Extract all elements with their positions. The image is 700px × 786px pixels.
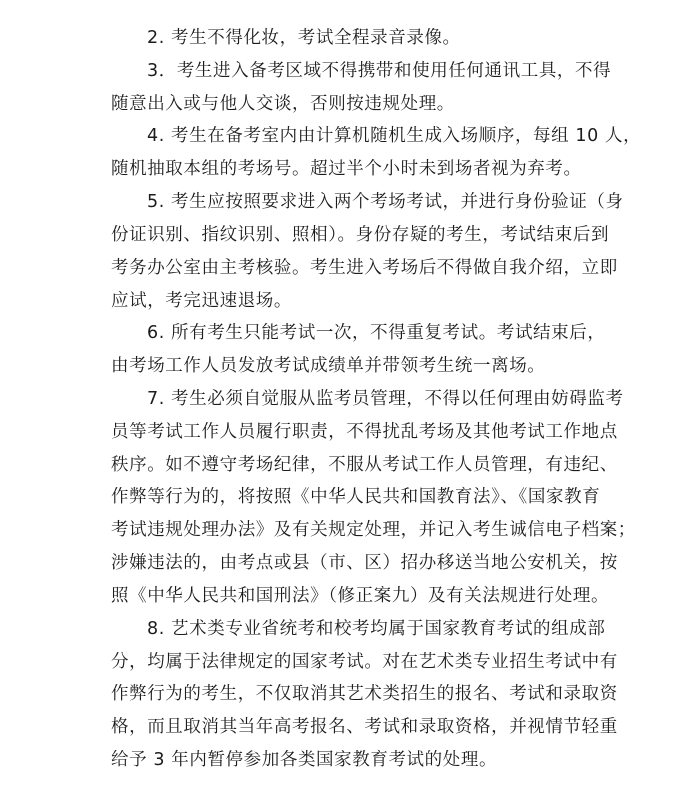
rule-5-line-3: 考务办公室由主考核验。考生进入考场后不得做自我介绍，立即 bbox=[111, 258, 618, 278]
rule-6-line-1: 6. 所有考生只能考试一次，不得重复考试。考试结束后， bbox=[147, 323, 606, 343]
rule-8-line-4: 格，而且取消其当年高考报名、考试和录取资格，并视情节轻重 bbox=[111, 717, 618, 737]
rule-7-line-4: 作弊等行为的，将按照《中华人民共和国教育法》、《国家教育 bbox=[111, 487, 601, 507]
rule-2-line-1: 2. 考生不得化妆，考试全程录音录像。 bbox=[147, 28, 461, 48]
rule-7-line-5: 考试违规处理办法》及有关规定处理，并记入考生诚信电子档案； bbox=[111, 520, 636, 540]
rule-5-line-1: 5. 考生应按照要求进入两个考场考试，并进行身份验证（身 bbox=[147, 192, 624, 212]
rule-3-line-1: 3．考生进入备考区域不得携带和使用任何通讯工具，不得 bbox=[147, 61, 612, 81]
rule-7-line-1: 7. 考生必须自觉服从监考员管理，不得以任何理由妨碍监考 bbox=[147, 389, 624, 409]
rule-8-line-2: 分，均属于法律规定的国家考试。对在艺术类专业招生考试中有 bbox=[111, 652, 618, 672]
rule-7-line-3: 秩序。如不遵守考场纪律，不服从考试工作人员管理，有违纪、 bbox=[111, 455, 618, 475]
rule-3-line-2: 随意出入或与他人交谈，否则按违规处理。 bbox=[111, 94, 455, 114]
rule-4-line-1: 4. 考生在备考室内由计算机随机生成入场顺序，每组 10 人， bbox=[147, 126, 642, 146]
rule-4-line-2: 随机抽取本组的考场号。超过半个小时未到场者视为弃考。 bbox=[111, 159, 582, 179]
rule-8-line-1: 8. 艺术类专业省统考和校考均属于国家教育考试的组成部 bbox=[147, 619, 606, 639]
rule-5-line-2: 份证识别、指纹识别、照相）。身份存疑的考生，考试结束后到 bbox=[111, 225, 610, 245]
rule-8-line-5: 给予 3 年内暂停参加各类国家教育考试的处理。 bbox=[111, 750, 498, 770]
rule-7-line-7: 照《中华人民共和国刑法》（修正案九）及有关法规进行处理。 bbox=[111, 586, 610, 606]
rule-8-line-3: 作弊行为的考生，不仅取消其艺术类招生的报名、考试和录取资 bbox=[111, 684, 618, 704]
rule-7-line-6: 涉嫌违法的，由考点或县（市、区）招办移送当地公安机关，按 bbox=[111, 553, 618, 573]
rule-6-line-2: 由考场工作人员发放考试成绩单并带领考生统一离场。 bbox=[111, 356, 546, 376]
rule-5-line-4: 应试，考完迅速退场。 bbox=[111, 291, 292, 311]
rule-7-line-2: 员等考试工作人员履行职责，不得扰乱考场及其他考试工作地点 bbox=[111, 422, 618, 442]
